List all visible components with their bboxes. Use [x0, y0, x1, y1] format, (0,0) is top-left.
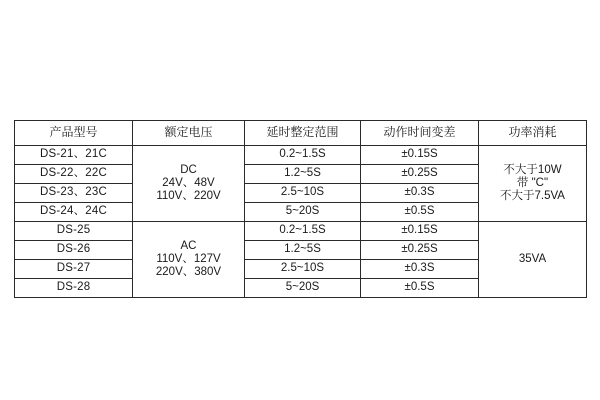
power-dc-line-1: 不大于10W — [503, 163, 562, 176]
table-row — [15, 222, 587, 241]
voltage-dc-line-1: DC — [180, 163, 197, 176]
table-header-row — [15, 121, 587, 146]
cell-delay-range: 5~20S — [245, 203, 361, 222]
power-dc-line-3: 不大于7.5VA — [500, 190, 565, 203]
cell-voltage-dc — [133, 146, 245, 222]
power-dc-line-2: 带 "C" — [516, 176, 549, 189]
voltage-ac-line-2: 110V、127V — [156, 252, 221, 265]
cell-delay-range: 5~20S — [245, 279, 361, 298]
cell-time-deviation: ±0.3S — [361, 260, 479, 279]
cell-model: DS-21、21C — [15, 146, 133, 165]
cell-model: DS-23、23C — [15, 184, 133, 203]
cell-time-deviation: ±0.5S — [361, 203, 479, 222]
voltage-ac-line-1: AC — [180, 239, 197, 252]
cell-delay-range: 0.2~1.5S — [245, 222, 361, 241]
cell-power-dc — [479, 146, 587, 222]
cell-time-deviation: ±0.25S — [361, 241, 479, 260]
column-header-time-deviation: 动作时间变差 — [361, 121, 479, 146]
table-header — [15, 121, 587, 146]
column-header-power-consumption: 功率消耗 — [479, 121, 587, 146]
cell-delay-range: 2.5~10S — [245, 260, 361, 279]
voltage-dc-line-2: 24V、48V — [162, 176, 215, 189]
table-row — [15, 146, 587, 165]
cell-delay-range: 1.2~5S — [245, 241, 361, 260]
cell-model: DS-25 — [15, 222, 133, 241]
cell-model: DS-22、22C — [15, 165, 133, 184]
voltage-dc-line-3: 110V、220V — [156, 190, 221, 203]
cell-model: DS-24、24C — [15, 203, 133, 222]
cell-delay-range: 2.5~10S — [245, 184, 361, 203]
cell-model: DS-27 — [15, 260, 133, 279]
cell-model: DS-26 — [15, 241, 133, 260]
cell-time-deviation: ±0.3S — [361, 184, 479, 203]
cell-delay-range: 1.2~5S — [245, 165, 361, 184]
column-header-voltage: 额定电压 — [133, 121, 245, 146]
cell-power-ac — [479, 222, 587, 298]
cell-delay-range: 0.2~1.5S — [245, 146, 361, 165]
cell-model: DS-28 — [15, 279, 133, 298]
column-header-model: 产品型号 — [15, 121, 133, 146]
spec-table-container — [14, 120, 586, 298]
table-body — [15, 146, 587, 298]
column-header-delay-range: 延时整定范围 — [245, 121, 361, 146]
power-ac-line-1: 35VA — [518, 252, 547, 265]
cell-time-deviation: ±0.5S — [361, 279, 479, 298]
voltage-ac-line-3: 220V、380V — [155, 266, 222, 279]
cell-time-deviation: ±0.15S — [361, 146, 479, 165]
cell-time-deviation: ±0.25S — [361, 165, 479, 184]
cell-time-deviation: ±0.15S — [361, 222, 479, 241]
specification-table — [14, 120, 587, 298]
cell-voltage-ac — [133, 222, 245, 298]
